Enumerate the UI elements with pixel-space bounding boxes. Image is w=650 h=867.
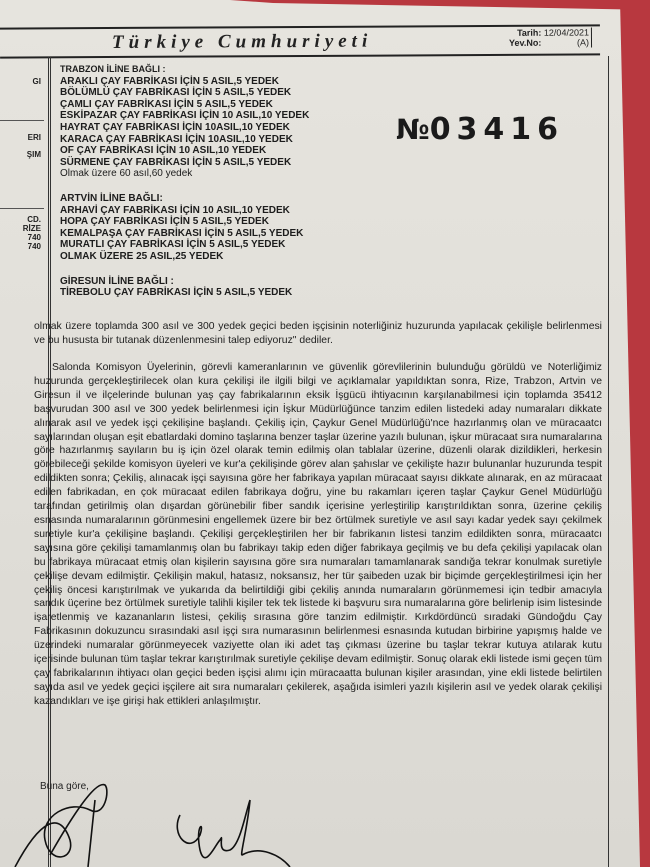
list-item: ARHAVİ ÇAY FABRİKASI İÇİN 10 ASIL,10 YEDEK [60,204,290,216]
paragraph-main: Salonda Komisyon Üyelerinin, görevli kameranlarının ve güvenlik görevlilerinin bulunduğu görüldü ve Noterliğimiz huzurunda gerçekleştirilecek olan kura çekilişi ile ilgili bilgi ve açıklamalar yapıldıktan sonra, Rize, Trabzon, Artvin ve Giresun il ve ilçelerinde bulunan yaş çay fabrikalarının eksik İşgücü ihtiyacının karşılanabilmesi için toplamda 35412 başvurudan 300 asıl ve 300 yedek belirlenmesi için İşkur Müdürlüğünce tanzim edilen listedeki aday numaraları dikkate alınarak asıl ve yedek işçi çekilişine başlandı. Çekiliş için, Çaykur Genel Müdürlüğü'nce hazırlanmış olan ve müracaatcı sayılarından oluşan eşit ebatlardaki domino taşlarına benzer taşlar üzerine yazılı bulunan, işkur müracaat sıra numaralarına göre hazırlanmış sayıların bu iş için özel olarak temin edilmiş olan tablalar üzerine, düzenli olarak dizildikleri, herkesin görebileceği şekilde komisyon üyeleri ve kur'a çekilişinde görev alan şahıslar ve çekilişte hazır bulunanlar huzurunda tespit edildikten sonra; Çekiliş, alınacak işçi sayısına göre her fabrikaya yapılan müracaat sayısı dikkate alınarak, en az müracaat edilen fabrikadan, en çok müracaat edilen fabrikaya doğru, yine bu rakamları içeren taşlar Çaykur Genel Müdürlüğü tarafından getirilmiş olan dışardan görünebilir fiber sandık içerisine yerleştirilip karıştırıldıktan sonra, üzerine çekiliş esnasında numaralarının görünmesini engellemek üzere bir bez örtülmek suretiyle ve asıl sayı kadar yedek sayı çekilmek suretiyle kur'a çekilişine başlandı. Çekilişi gerçekleştirilen her bir fabrikanın listesi tanzim edildikten sonra, müracaatcı sayısına göre çekilişi tamamlanmış olan bu fabrikayı takip eden diğer fabrikaya geçilmiş ve bu defa çekilişi yapılacak olan bu fabrikaya müracaat etmiş olan kişilerin sayısına göre sıra numaraları tamamlanarak sandığa tekrar konulmak suretiyle çekilişe devam edilmiştir. Çekilişin makul, hatasız, noksansız, her tür şaibeden uzak bir biçimde gerçekleştirilmesi için her çekiliş öncesi karıştırılmak ve yukarıda da belirtildiği gibi çekiliş anında numaraların görünmemesi için tedbir amacıyla sandık üçerine bez örtülmek suretiyle talihli kişiler tek tek listede ki başvuru sıra numaralarına göre belirlenip isim listesinde işaretlenmiş ve kazananların listesi, çekiliş sırasına göre tanzim edilmiştir. Kırkdördüncü sıradaki Gündoğdu Çay Fabrikasının dokuzuncu sırasındaki asıl işçi sıra numarasının belirlenmesi esnasında kutudan birbirine yapışmış halde ve üzerindeki numaralar görünmeyecek vaziyette olan iki adet taş çıkması üzerine bu taşlar tekrar kutuya atılarak kutu içerisinde bulunan tüm taşlar tekrar karıştırılmak suretiyle çekilişe devam edilmiştir. Sonuç olarak ekli listede ismi geçen tüm çay fabrikalarının ihtiyacı olan geçici beden işçisi alımı için müracaatta bulunan kişiler arasından, yine ekli listede belirtilen sayıda asıl ve yedek geçici işçilere ait sıra numaraları çekilerek, aşağıda isimleri yazılı kişilerin asıl ve yedek olarak çekilişi kazandıkları ve işe girişi hak ettikleri anlaşılmıştır. [34,362,602,707]
header-meta [509,27,592,47]
group-total: Olmak üzere 60 asıl,60 yedek [60,168,193,180]
yev-label: Yev.No: [508,37,542,48]
group-artvin [60,193,600,263]
list-item: OF ÇAY FABRİKASI İÇİN 10 ASIL,10 YEDEK [60,145,267,157]
signature-1 [10,780,130,867]
list-item: MURATLI ÇAY FABRİKASI İÇİN 5 ASIL,5 YEDEK [60,239,286,251]
list-item: KEMALPAŞA ÇAY FABRİKASI İÇİN 5 ASIL,5 YEDEK [60,227,304,239]
yev-value: (A) [576,37,590,48]
list-item: HOPA ÇAY FABRİKASI İÇİN 5 ASIL,5 YEDEK [60,216,269,228]
frame-right-border [608,56,609,867]
document-number [396,112,564,147]
side-box-1: GI [0,57,44,121]
list-item: ESKİPAZAR ÇAY FABRİKASI İÇİN 10 ASIL,10 YEDEK [60,110,310,122]
number-sign-icon: № [396,113,430,146]
date-value: 12/04/2021 [543,27,589,38]
document-number-value: 03416 [429,112,565,147]
closing-text: Buna göre, [40,781,89,792]
list-item: SÜRMENE ÇAY FABRİKASI İÇİN 5 ASIL,5 YEDEK [60,156,292,168]
group-heading: ARTVİN İLİNE BAĞLI: [60,192,163,204]
list-item: OLMAK ÜZERE 25 ASIL,25 YEDEK [60,250,224,262]
date-label: Tarih: [517,27,542,38]
document-header [0,24,600,58]
group-heading: TRABZON İLİNE BAĞLI : [60,64,166,74]
list-item: ARAKLI ÇAY FABRİKASI İÇİN 5 ASIL,5 YEDEK [60,75,279,87]
list-item: ÇAMLI ÇAY FABRİKASI İÇİN 5 ASIL,5 YEDEK [60,98,273,110]
group-heading: GİRESUN İLİNE BAĞLI : [60,275,174,287]
paragraph-intro: olmak üzere toplamda 300 asıl ve 300 yedek geçici beden işçisinin noterliğiniz huzurunda yapılacak çekilişle belirlenmesi ve bu hususta bir tutanak düzenlenmesini talep ediyoruz" dediler. [34,321,602,346]
header-title: Türkiye Cumhuriyeti [111,30,373,53]
factory-lists [60,64,600,299]
side-box-3: CD. RİZE 740 740 [22,215,41,251]
list-item: BÖLÜMLÜ ÇAY FABRİKASI İÇİN 5 ASIL,5 YEDEK [60,87,292,99]
list-item: TİREBOLU ÇAY FABRİKASI İÇİN 5 ASIL,5 YEDEK [60,287,293,299]
signature-2 [170,795,300,867]
list-item: HAYRAT ÇAY FABRİKASI İÇİN 10ASIL,10 YEDEK [60,121,290,133]
side-box-2: ERI ŞIM [0,121,44,209]
group-giresun [60,276,600,299]
list-item: KARACA ÇAY FABRİKASI İÇİN 10ASIL,10 YEDEK [60,133,293,145]
